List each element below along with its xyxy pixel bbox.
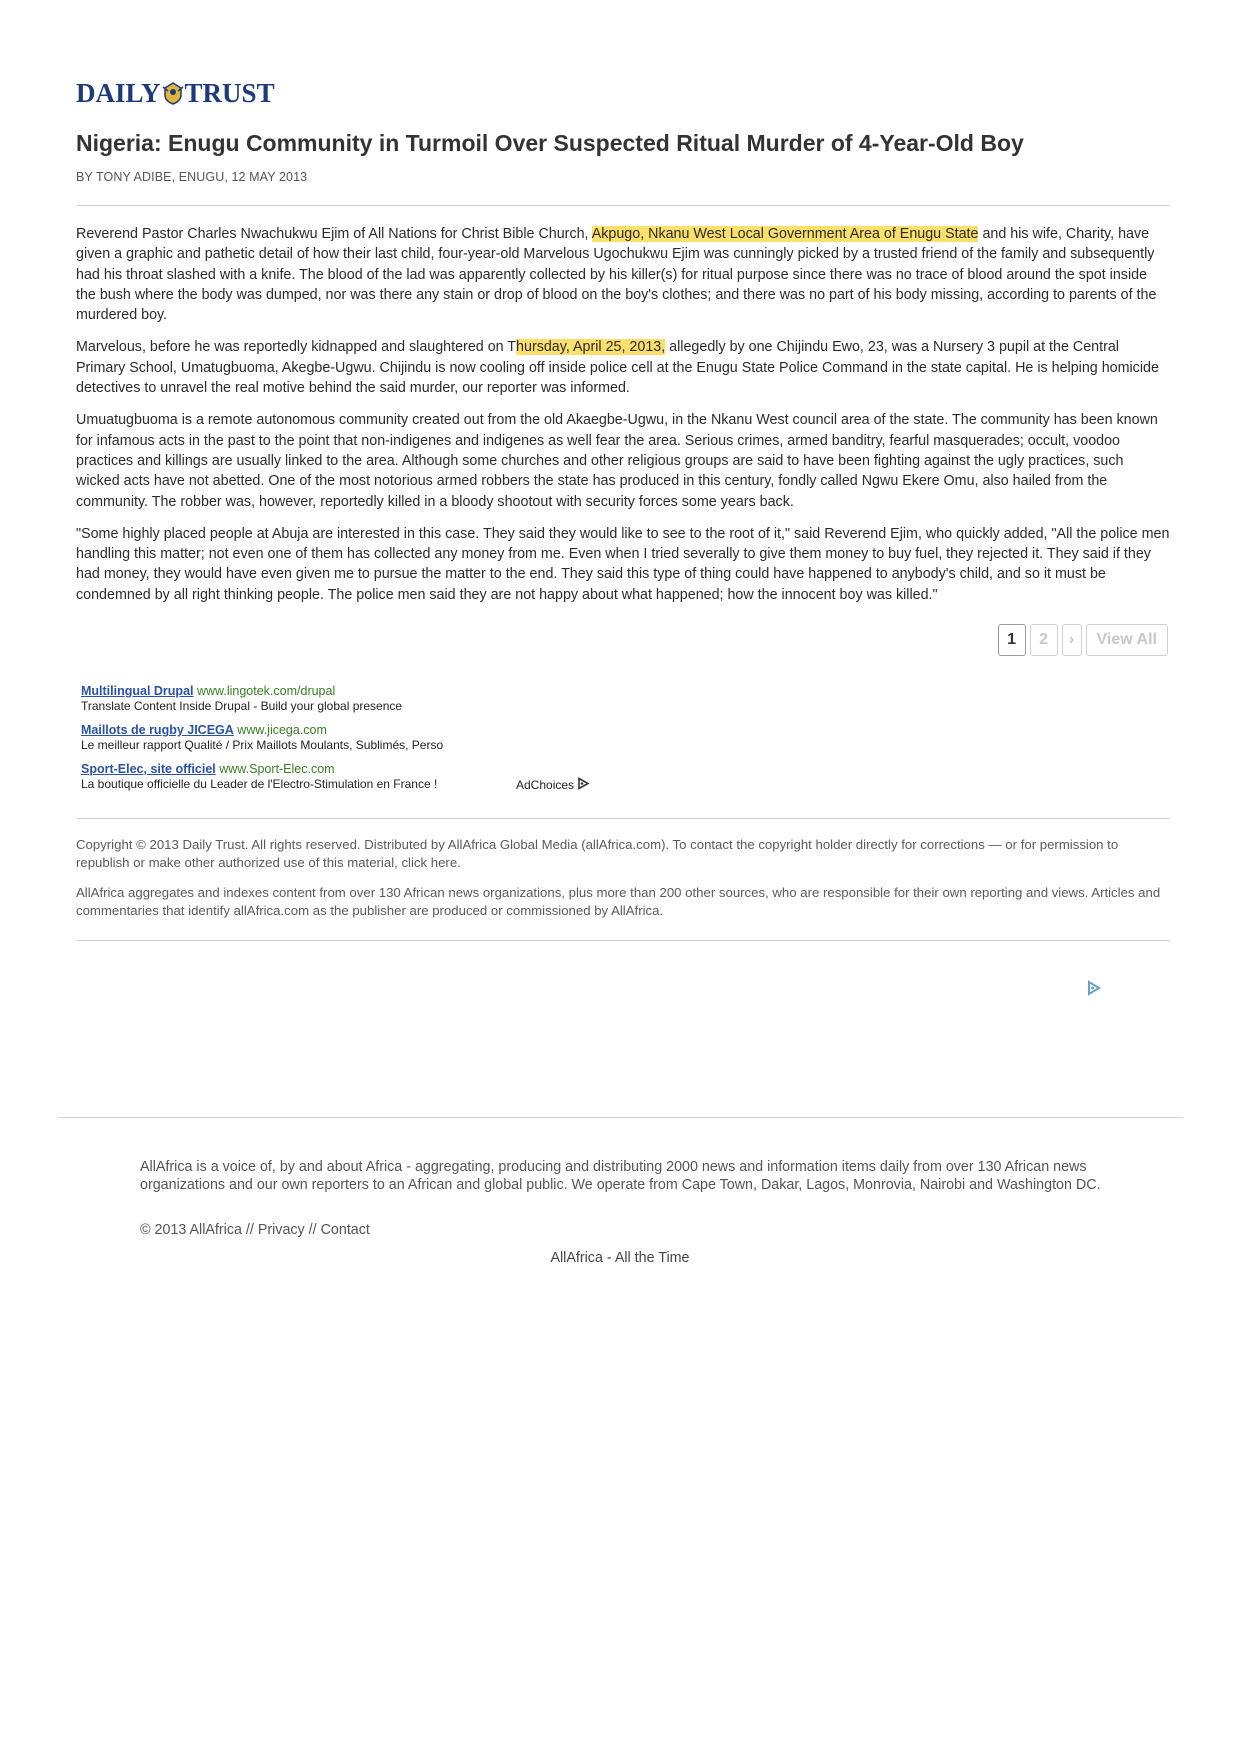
sponsored-ads [81, 684, 681, 801]
paragraph-3: Umuatugbuoma is a remote autonomous community created out from the old Akaegbe-Ugwu, in the Nkanu West council area of the state. The community has been known for infamous acts in the past to the point that non-indigenes and indigenes as well fear the area. Serious crimes, armed banditry, fearful masquerades; occult, voodoo practices and killings are usually linked to the area. Although some churches and other religious groups are said to have been fighting against the ugly practices, such wicked acts have not abetted. One of the most notorious armed robbers the state has produced in this century, fondly called Ngwu Ekere Omu, also hailed from the community. The robber was, however, reportedly killed in a bloody shootout with security forces some years back. [76, 412, 1158, 510]
footer-copyright: © 2013 AllAfrica [140, 1222, 242, 1238]
divider [76, 205, 1170, 206]
ad-url-link[interactable]: www.lingotek.com/drupal [196, 684, 336, 698]
adchoices-icon[interactable] [1086, 980, 1102, 1001]
article-body [76, 224, 1170, 617]
privacy-link[interactable]: Privacy [257, 1222, 305, 1238]
paragraph-text: Reverend Pastor Charles Nwachukwu Ejim of All Nations for Christ Bible Church, [76, 226, 592, 242]
paragraph-2 [76, 337, 1170, 398]
ad-url-link[interactable]: www.jicega.com [237, 723, 327, 737]
ad-description: Translate Content Inside Drupal - Build your global presence [81, 699, 403, 713]
divider [76, 818, 1170, 819]
copyright-notice [76, 836, 1170, 932]
view-all-button[interactable]: View All [1086, 624, 1168, 656]
ad-url-link[interactable]: www.Sport-Elec.com [219, 762, 335, 776]
footer-tagline: AllAfrica - All the Time [550, 1250, 690, 1266]
logo-word-trust: TRUST [184, 77, 275, 108]
daily-trust-logo[interactable] [76, 76, 275, 110]
highlighted-text: hursday, April 25, 2013, [516, 339, 666, 356]
adchoices-icon [577, 777, 590, 793]
ad-description: La boutique officielle du Leader de l'Electro-Stimulation en France ! [81, 777, 438, 791]
ad-item [81, 762, 681, 792]
paragraph-text: and his wife, Charity, have given a graphic and pathetic detail of how their last child, four-year-old Marvelous Ugochukwu Ejim was cunningly picked by a trusted friend of the family and subsequently had his throat slashed with a knife. The blood of the lad was apparently collected by his killer(s) for ritual purpose since there was no trace of blood around the spot inside the bush where the body was dumped, nor was there any stain or drop of blood on the boy's clothes; and there was no part of his body missing, according to parents of the murdered boy. [76, 226, 1157, 324]
page-2-button[interactable]: 2 [1030, 624, 1058, 656]
page-1-button[interactable]: 1 [998, 624, 1026, 656]
highlighted-text: Akpugo, Nkanu West Local Government Area of Enugu State [591, 226, 979, 242]
adchoices-link[interactable] [516, 777, 590, 793]
ad-description: Le meilleur rapport Qualité / Prix Maillots Moulants, Sublimés, Perso [81, 738, 444, 752]
adchoices-label: AdChoices [516, 778, 575, 792]
paragraph-text: allegedly by one Chijindu Ewo, 23, was a Nursery 3 pupil at the Central Primary School, Umatugbuoma, Akegbe-Ugwu. Chijindu is now cooling off inside police cell at the Enugu State Police Command in the state capital. He is helping homicide detectives to unravel the real motive behind the said murder, our reporter was informed. [76, 339, 1159, 397]
about-allafrica: AllAfrica is a voice of, by and about Africa - aggregating, producing and distributing 2000 news and information items daily from over 130 African news organizations and our own reporters to an African and global public. We operate from Cape Town, Dakar, Lagos, Monrovia, Nairobi and Washington DC. [140, 1159, 1101, 1193]
next-page-button[interactable]: › [1062, 624, 1082, 656]
pagination [998, 624, 1168, 656]
separator: // [304, 1222, 321, 1238]
ad-title-link[interactable]: Sport-Elec, site officiel [81, 762, 216, 776]
aggregation-note: AllAfrica aggregates and indexes content from over 130 African news organizations, plus more than 200 other sources, who are responsible for their own reporting and views. Articles and commentaries that identify allAfrica.com as the publisher are produced or commissioned by AllAfrica. [76, 885, 1161, 918]
divider [76, 940, 1170, 941]
paragraph-text: Marvelous, before he was reportedly kidnapped and slaughtered on T [76, 339, 517, 356]
separator: // [241, 1222, 258, 1238]
footer-about [140, 1158, 1140, 1194]
article-byline: BY TONY ADIBE, ENUGU, 12 MAY 2013 [76, 170, 308, 184]
ad-title-link[interactable]: Maillots de rugby JICEGA [81, 723, 234, 737]
logo-word-daily: DAILY [76, 77, 161, 108]
contact-link[interactable]: Contact [320, 1222, 370, 1238]
crest-emblem-icon [162, 80, 184, 106]
article-title: Nigeria: Enugu Community in Turmoil Over Suspected Ritual Murder of 4-Year-Old Boy [76, 130, 1024, 156]
footer-links [140, 1222, 370, 1238]
copyright-line: Copyright © 2013 Daily Trust. All rights reserved. Distributed by AllAfrica Global Media (allAfrica.com). To contact the copyright holder directly for corrections — or for permission to republish or make other authorized use of this material, click here. [76, 837, 1119, 870]
paragraph-1 [76, 224, 1170, 325]
paragraph-4: "Some highly placed people at Abuja are interested in this case. They said they would like to see to the root of it," said Reverend Ejim, who quickly added, "All the police men handling this matter; not even one of them has collected any money from me. Even when I tried severally to give them money to buy fuel, they rejected it. They said if they had money, they would have even given me to pursue the matter to the end. They said this type of thing could have happened to anybody's child, and so it must be condemned by all right thinking people. The police men said they are not happy about what happened; how the innocent boy was killed." [76, 525, 1170, 603]
footer-divider [58, 1117, 1183, 1118]
ad-item [81, 684, 681, 714]
ad-title-link[interactable]: Multilingual Drupal [81, 684, 194, 698]
ad-item [81, 723, 681, 753]
